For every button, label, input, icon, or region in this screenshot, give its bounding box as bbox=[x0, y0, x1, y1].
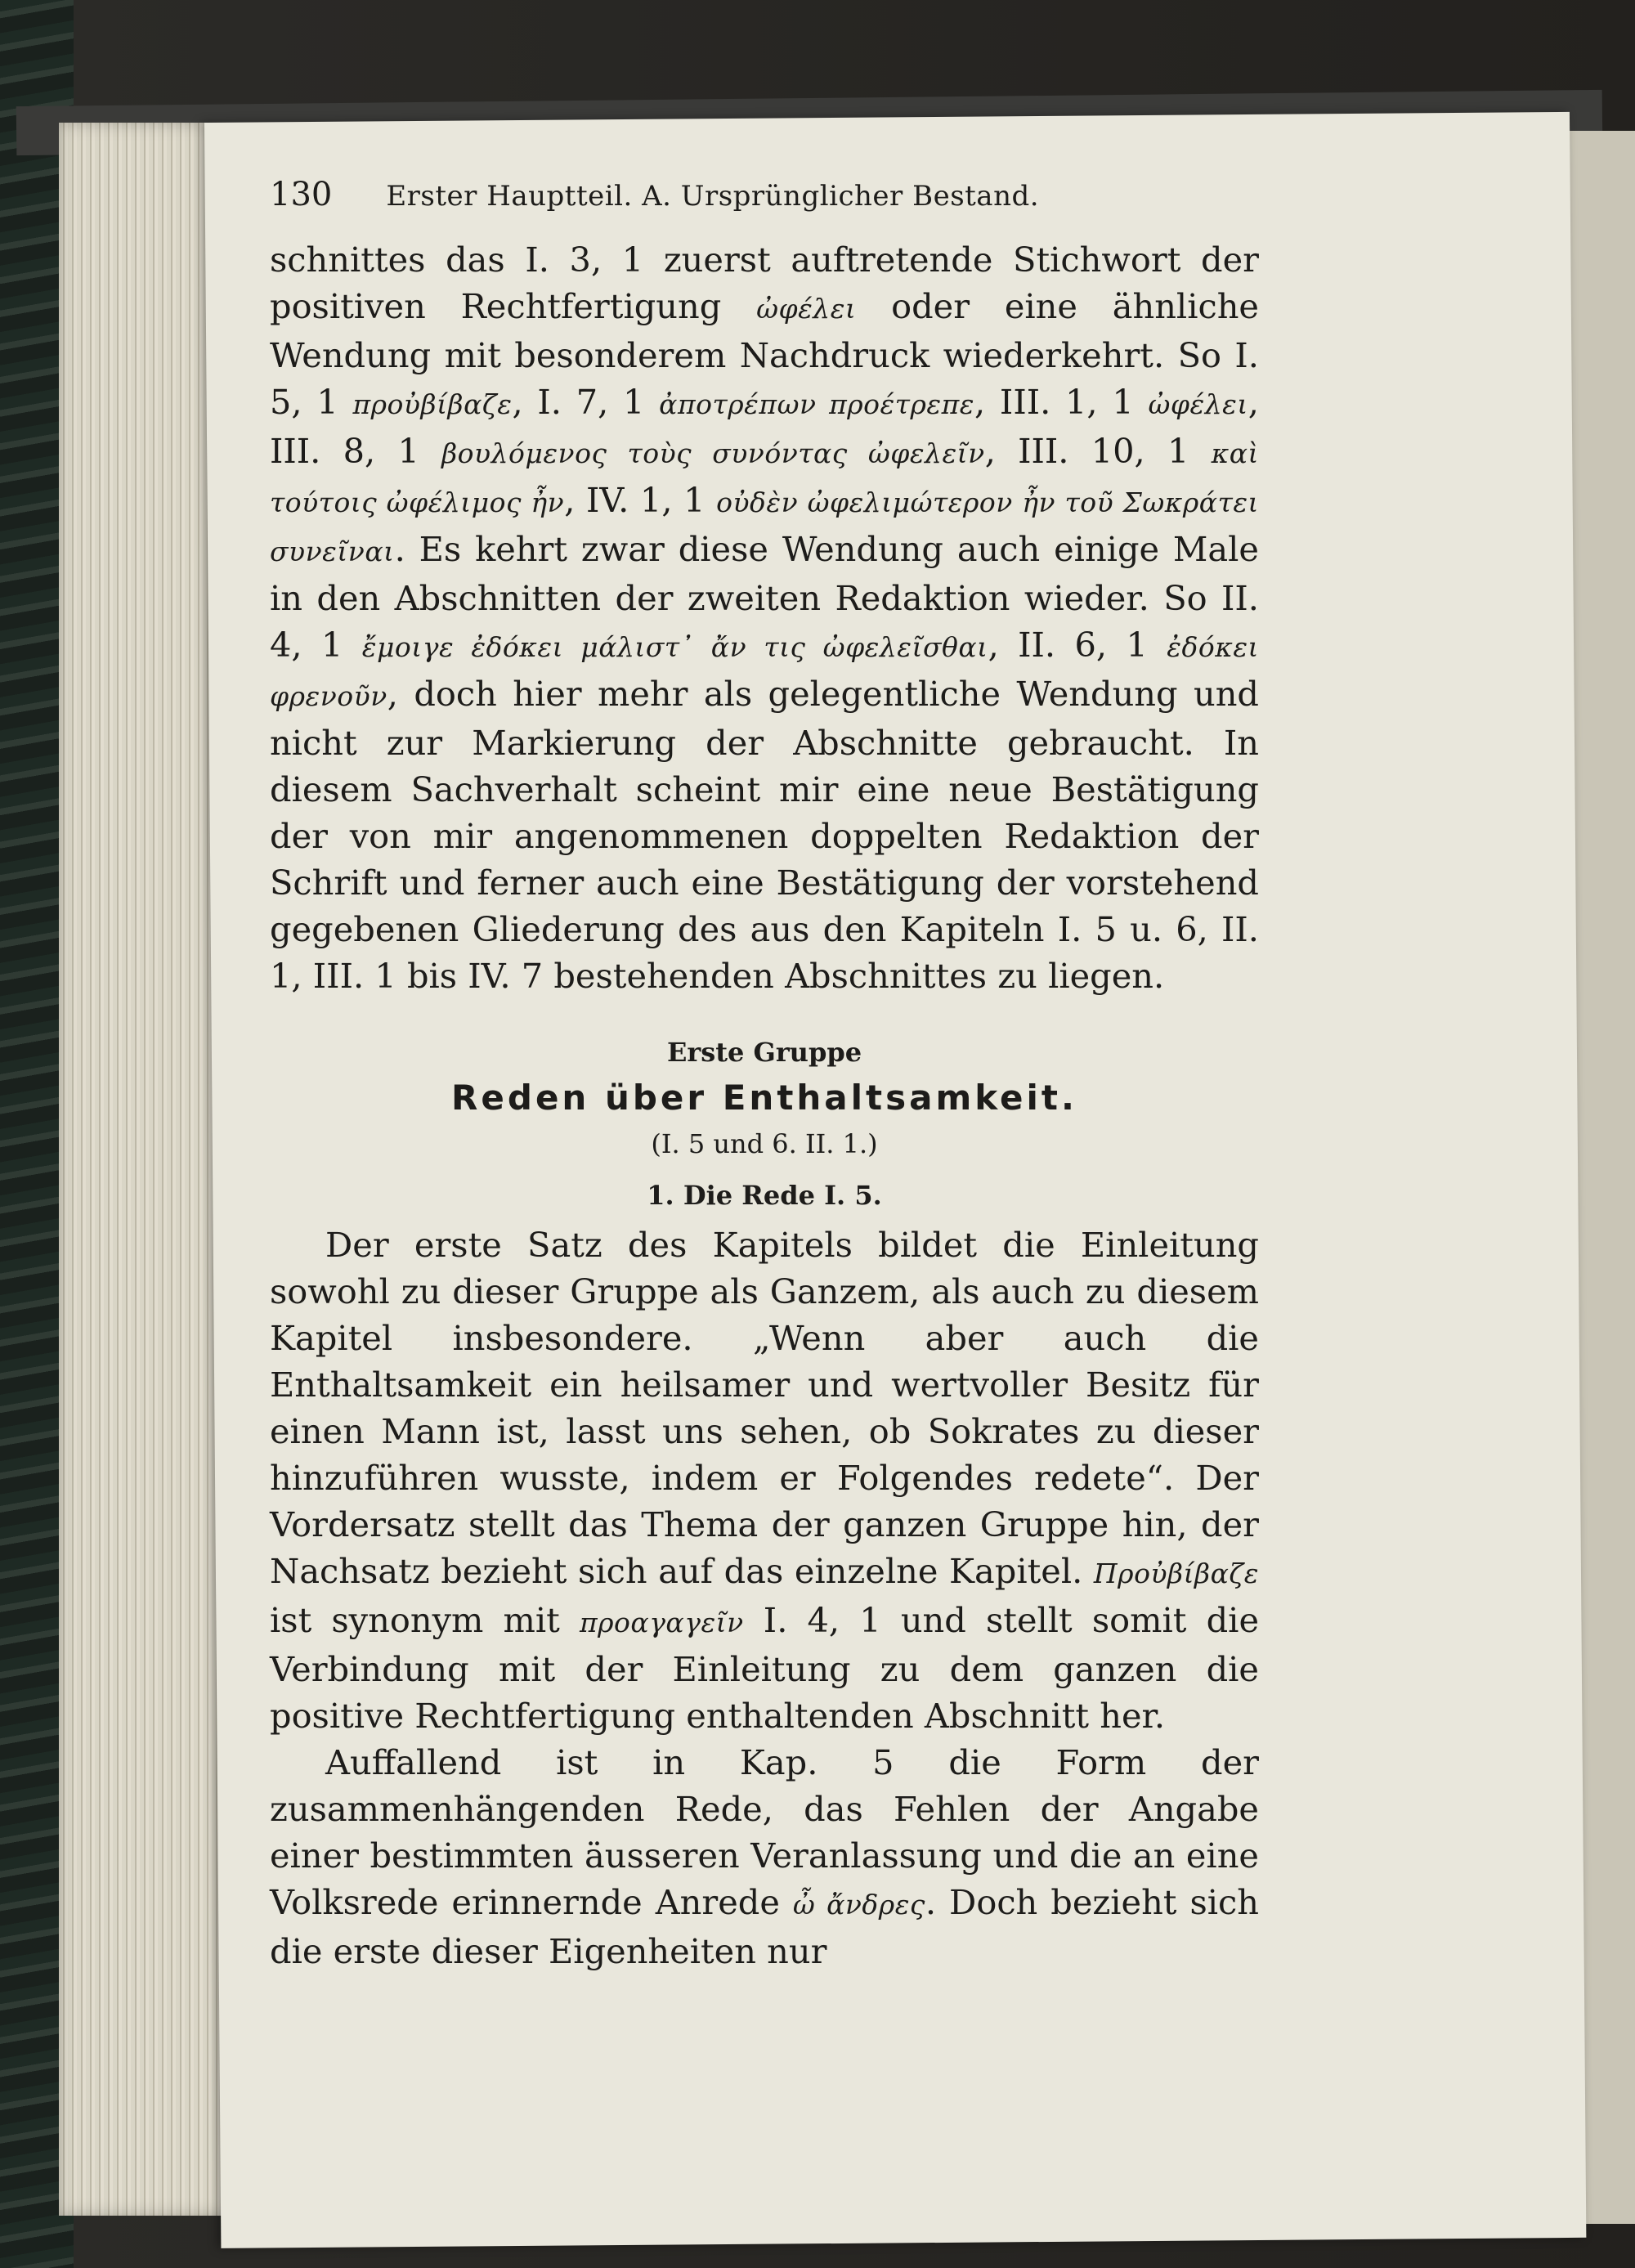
page-text bbox=[270, 176, 1259, 1974]
text-run: oder eine ähnliche Wendung mit besonderem Nachdruck wiederkehrt. So I. 5, 1 bbox=[270, 286, 1259, 422]
greek-text: προὐβίβαζε bbox=[352, 388, 513, 420]
section-title: Reden über Enthaltsamkeit. bbox=[451, 1078, 1077, 1118]
group-label: Erste Gruppe bbox=[666, 1037, 862, 1068]
paragraph-2 bbox=[270, 1221, 1259, 1739]
stacked-page-edges bbox=[59, 123, 231, 2216]
text-run: Der erste Satz des Kapitels bildet die Einleitung sowohl zu dieser Gruppe als Ganzem, als auch zu diesem Kapitel insbesondere. „Wenn aber auch die Enthaltsamkeit ein heilsamer und wertvoller Besitz für einen Mann ist, lasst uns sehen, ob Sokrates zu dieser hinzuführen wusste, indem er Folgendes redete“. Der Vordersatz stellt das Thema der ganzen Gruppe hin, der Nachsatz bezieht sich auf das einzelne Kapitel. bbox=[270, 1225, 1259, 1591]
text-run: , II. 6, 1 bbox=[988, 625, 1167, 665]
greek-text: ἔμοιγε ἐδόκει μάλιστ᾽ ἄν τις ὠφελεῖσθαι bbox=[361, 631, 988, 663]
greek-text: οὐδὲν ὠφελιμώτερον ἦν τοῦ Σωκράτει συνεῖναι bbox=[270, 486, 1259, 567]
greek-text: βουλόμενος τοὺς συνόντας ὠφελεῖν bbox=[441, 437, 985, 469]
running-head bbox=[270, 176, 1259, 213]
text-run: Auffallend ist in Kap. 5 die Form der zusammenhängenden Rede, das Fehlen der Angabe einer bestimmten äusseren Veranlassung und die an eine Volksrede erinnernde Anrede bbox=[270, 1742, 1259, 1922]
greek-text: ὠφέλει bbox=[756, 293, 857, 325]
running-head-title: Erster Hauptteil. A. Ursprünglicher Bestand. bbox=[386, 180, 1040, 213]
text-run: , III. 1, 1 bbox=[974, 382, 1149, 422]
section-subtitle: (I. 5 und 6. II. 1.) bbox=[651, 1128, 878, 1159]
greek-text: ὦ ἄνδρες bbox=[792, 1889, 925, 1921]
text-run: , doch hier mehr als gelegentliche Wendung und nicht zur Markierung der Abschnitte gebraucht. In diesem Sachverhalt scheint mir eine neue Bestätigung der von mir angenommenen doppelten Redaktion der Schrift und ferner auch eine Bestätigung der vorstehend gegebenen Gliederung des aus den Kapiteln I. 5 u. 6, II. 1, III. 1 bis IV. 7 bestehenden Abschnittes zu liegen. bbox=[270, 674, 1259, 996]
greek-text: ἀποτρέπων προέτρεπε bbox=[659, 388, 974, 420]
greek-text: προαγαγεῖν bbox=[579, 1607, 744, 1638]
paragraph-3 bbox=[270, 1739, 1259, 1974]
greek-text: ἐδόκει φρενοῦν bbox=[270, 631, 1259, 712]
greek-text: ὠφέλει bbox=[1148, 388, 1248, 420]
text-run: I. 4, 1 und stellt somit die Verbindung mit der Einleitung zu dem ganzen die positive Rechtfertigung enthaltenden Abschnitt her. bbox=[270, 1600, 1260, 1736]
text-run: , I. 7, 1 bbox=[512, 382, 660, 422]
text-run: , IV. 1, 1 bbox=[564, 480, 717, 520]
page-number: 130 bbox=[270, 176, 333, 213]
text-run: , III. 8, 1 bbox=[270, 382, 1259, 471]
text-run: schnittes das I. 3, 1 zuerst auftretende Stichwort der positiven Rechtfertigung bbox=[270, 240, 1259, 326]
paragraph-1 bbox=[270, 236, 1259, 999]
text-run: , III. 10, 1 bbox=[984, 431, 1212, 471]
greek-text: Προὐβίβαζε bbox=[1093, 1558, 1259, 1589]
greek-text: καὶ τούτοις ὠφέλιμος ἦν bbox=[270, 437, 1259, 518]
subsection-title: 1. Die Rede I. 5. bbox=[647, 1180, 882, 1211]
text-run: ist synonym mit bbox=[270, 1600, 580, 1640]
text-run: . Es kehrt zwar diese Wendung auch einige Male in den Abschnitten der zweiten Redaktion wieder. So II. 4, 1 bbox=[270, 529, 1259, 665]
text-run: . Doch bezieht sich die erste dieser Eigenheiten nur bbox=[270, 1882, 1259, 1971]
